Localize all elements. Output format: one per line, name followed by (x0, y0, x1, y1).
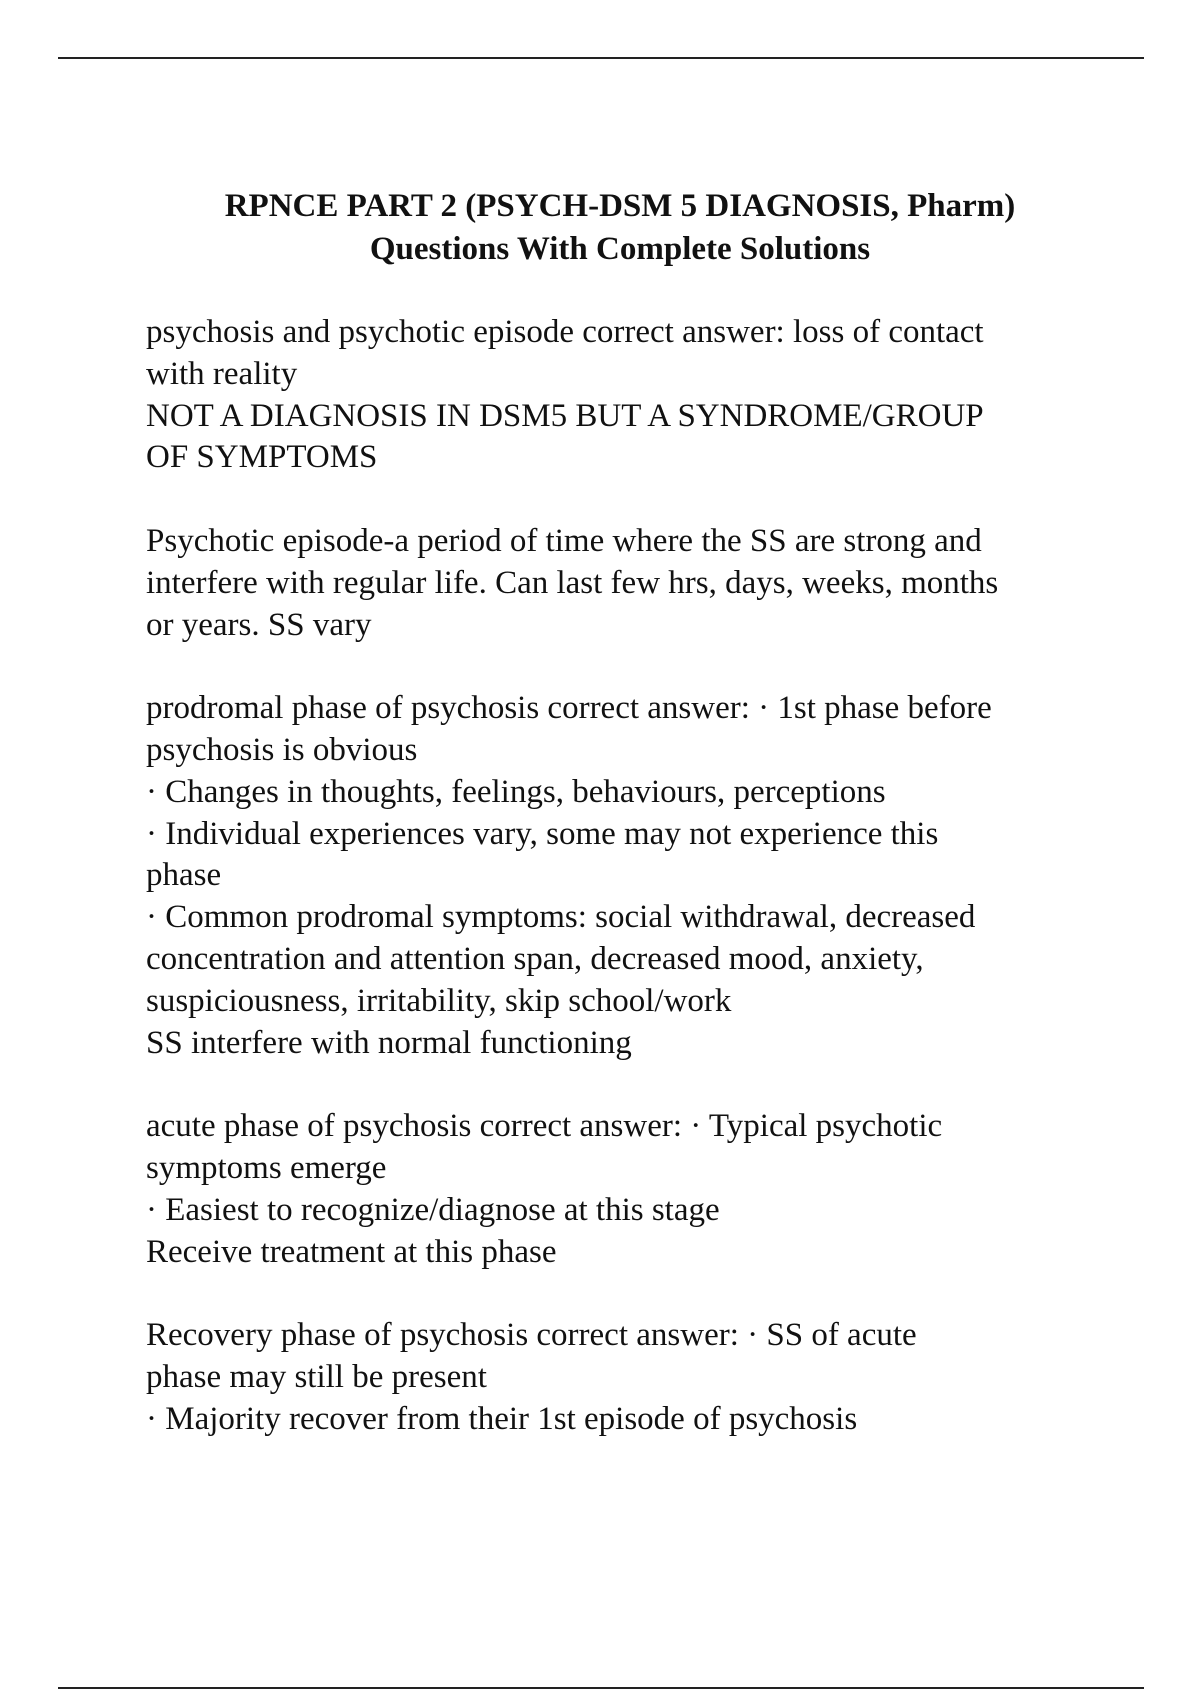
entry-acute-phase (146, 1106, 1146, 1273)
text-line: suspiciousness, irritability, skip school/work (146, 982, 732, 1019)
text-line: prodromal phase of psychosis correct answer: · 1st phase before (146, 690, 992, 727)
text-line: · Common prodromal symptoms: social withdrawal, decreased (146, 899, 976, 936)
text-line: concentration and attention span, decreased mood, anxiety, (146, 940, 924, 977)
text-line: · Majority recover from their 1st episode of psychosis (146, 1400, 858, 1437)
text-line: acute phase of psychosis correct answer: · Typical psychotic (146, 1108, 943, 1145)
document-title (100, 185, 1140, 271)
text-line: · Individual experiences vary, some may not experience this (146, 815, 939, 852)
bottom-divider (58, 1687, 1144, 1689)
text-line: SS interfere with normal functioning (146, 1024, 632, 1061)
text-line: · Easiest to recognize/diagnose at this stage (146, 1191, 720, 1228)
text-line: Receive treatment at this phase (146, 1233, 557, 1270)
top-divider (58, 57, 1144, 59)
text-line: symptoms emerge (146, 1149, 387, 1186)
text-line: phase may still be present (146, 1358, 487, 1395)
text-line: psychosis and psychotic episode correct answer: loss of contact (146, 314, 984, 350)
text-line: with reality (146, 355, 298, 392)
entry-prodromal-phase (146, 688, 1146, 1064)
text-line: · Changes in thoughts, feelings, behaviours, perceptions (146, 773, 886, 810)
text-line: phase (146, 857, 222, 894)
title-line-1: RPNCE PART 2 (PSYCH-DSM 5 DIAGNOSIS, Pharm) (224, 188, 1016, 224)
text-line: NOT A DIAGNOSIS IN DSM5 BUT A SYNDROME/GROUP (146, 397, 984, 434)
text-line: interfere with regular life. Can last few hrs, days, weeks, months (146, 564, 999, 601)
title-line-2: Questions With Complete Solutions (369, 231, 871, 267)
text-line: psychosis is obvious (146, 731, 418, 768)
text-line: or years. SS vary (146, 606, 372, 643)
document-body (146, 312, 1146, 1482)
text-line: Psychotic episode-a period of time where the SS are strong and (146, 522, 982, 559)
entry-recovery-phase (146, 1315, 1146, 1440)
entry-psychotic-episode (146, 521, 1146, 646)
text-line: OF SYMPTOMS (146, 439, 378, 476)
entry-psychosis (146, 312, 1146, 479)
text-line: Recovery phase of psychosis correct answer: · SS of acute (146, 1317, 917, 1354)
